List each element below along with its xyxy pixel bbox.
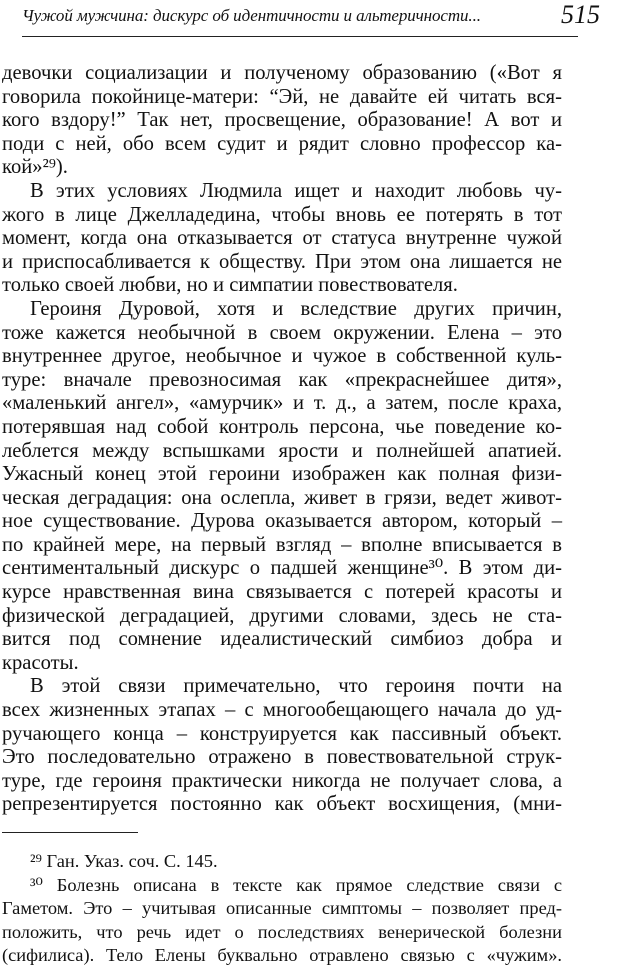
text-line: ручающего конца – конструируется как пассивный объект. — [2, 722, 562, 745]
text-line: жого в лице Джелладедина, чтобы вновь ее потерять в тот — [2, 203, 562, 226]
text-line: только своей любви, но и симпатии повествователя. — [2, 274, 458, 297]
text-line: по крайней мере, на первый взгляд – вполне вписывается в — [2, 533, 562, 556]
text-line: девочки социализации и полученому образованию («Вот я — [2, 62, 562, 84]
text-line: красоты. — [2, 651, 79, 674]
text-line: В этой связи примечательно, что героиня почти на — [30, 675, 562, 698]
footnote-rule — [2, 832, 138, 833]
text-line: «маленький ангел», «амурчик» и т. д., а затем, после краха, — [2, 392, 562, 415]
page-number: 515 — [561, 0, 600, 29]
text-line: репрезентируется постоянно как объект восхищения, (мни- — [2, 793, 562, 816]
text-line: туре: вначале превозносимая как «прекраснейшее дитя», — [2, 368, 562, 391]
text-line: тоже кажется необычной в своем окружении. Елена – это — [2, 321, 562, 344]
text-line: потерявшая над собой контроль персона, чье поведение ко- — [2, 415, 562, 438]
running-head: Чужой мужчина: дискурс об идентичности и альтеричности... — [22, 6, 481, 25]
text-line: Героиня Дуровой, хотя и вследствие других причин, — [30, 297, 562, 320]
text-line: момент, когда она отказывается от статуса внутренне чужой — [2, 227, 562, 250]
text-line: кой»²⁹). — [2, 156, 68, 179]
text-line: курсе нравственная вина связывается с потерей красоты и — [2, 581, 562, 604]
text-line: ческая деградация: она ослепла, живет в грязи, ведет живот- — [2, 486, 562, 509]
text-line: всех жизненных этапах – с многообещающего начала до уд- — [2, 699, 562, 722]
text-line: и приспосабливается к обществу. При этом она лишается не — [2, 250, 562, 273]
text-line: внутреннее другое, необычное и чужое в собственной куль- — [2, 345, 562, 368]
footnote-line: Гаметом. Это – учитывая описанные симптомы – позволяет пред- — [2, 898, 562, 919]
text-line: Ужасный конец этой героини изображен как полная физи- — [2, 463, 562, 486]
footnote-line: ³⁰ Болезнь описана в тексте как прямое следствие связи с — [30, 874, 562, 895]
text-line: говорила покойнице-матери: “Эй, не давайте ей читать вся- — [2, 85, 562, 108]
text-line: Это последовательно отражено в повествовательной струк- — [2, 746, 562, 769]
page-header — [14, 0, 610, 40]
main-text — [2, 62, 562, 817]
text-line: поди с ней, обо всем судит и рядит словно профессор ка- — [2, 132, 562, 155]
text-line: физической деградацией, другими словами, здесь не ста- — [2, 604, 562, 627]
text-line: сентиментальный дискурс о падшей женщине³⁰. В этом ди- — [2, 557, 562, 580]
footnotes — [2, 850, 562, 968]
text-line: леблется между вспышками ярости и полнейшей апатией. — [2, 439, 562, 462]
text-line: туре, где героиня практически никогда не получает слова, а — [2, 769, 562, 792]
footnote-line: положить, что речь идет о последствиях венерической болезни — [2, 921, 562, 942]
text-line: В этих условиях Людмила ищет и находит любовь чу- — [30, 179, 562, 202]
header-rule — [22, 36, 578, 37]
footnote-line: (сифилиса). Тело Елены буквально отравлено связью с «чужим». — [2, 945, 562, 966]
text-line: вится под сомнение идеалистический симбиоз добра и — [2, 628, 562, 651]
text-line: кого вздору!” Так нет, просвещение, образование! А вот и — [2, 109, 562, 132]
footnote-line: ²⁹ Ган. Указ. соч. С. 145. — [30, 851, 218, 871]
text-line: ное существование. Дурова оказывается автором, который – — [2, 510, 562, 533]
